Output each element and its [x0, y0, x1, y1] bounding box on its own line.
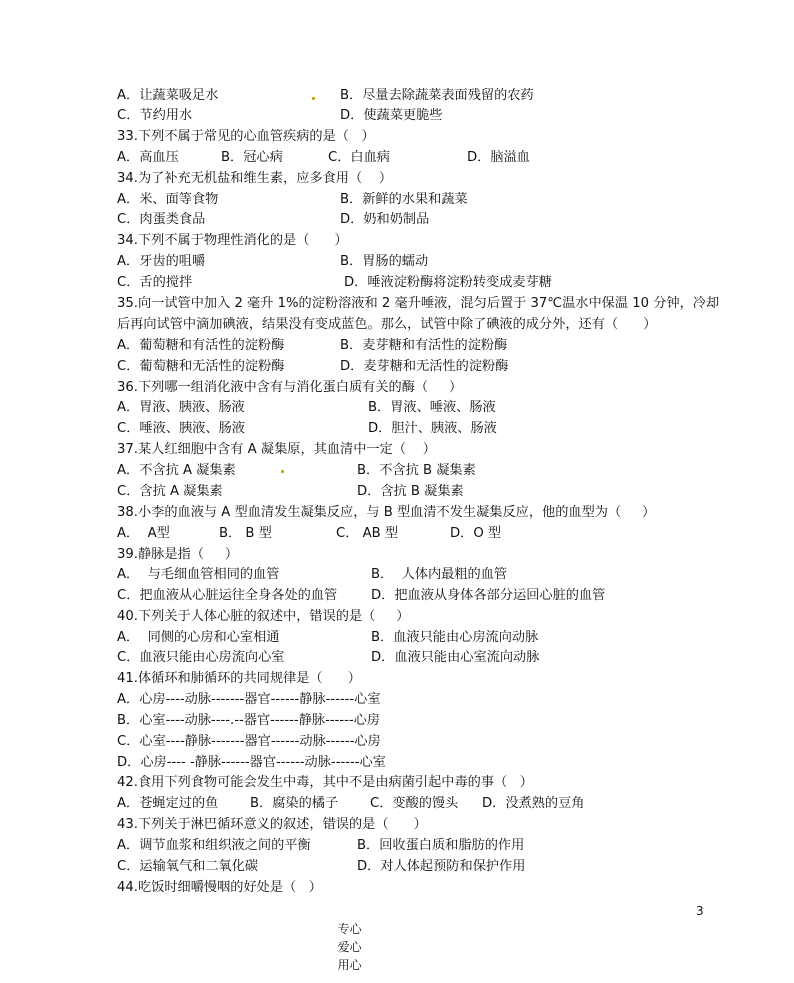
text-cell: C．运输氧气和二氧化碳: [117, 859, 259, 874]
text-cell: B．新鲜的水果和蔬菜: [340, 192, 468, 207]
text-cell: 41.体循环和肺循环的共同规律是（ ）: [117, 671, 361, 686]
footer-word: 用心: [337, 958, 362, 972]
text-cell: A．高血压: [117, 150, 179, 165]
text-cell: 37.某人红细胞中含有 A 凝集原，其血清中一定（ ）: [117, 442, 436, 457]
text-cell: D．把血液从身体各部分运回心脏的血管: [371, 588, 606, 603]
text-cell: C．节约用水: [117, 108, 193, 123]
text-cell: D．胆汁、胰液、肠液: [368, 421, 497, 436]
text-cell: D．使蔬菜更脆些: [340, 108, 443, 123]
text-cell: B．胃肠的蠕动: [340, 254, 429, 269]
text-cell: A．葡萄糖和有活性的淀粉酶: [117, 338, 285, 353]
text-cell: 34.下列不属于物理性消化的是（ ）: [117, 233, 348, 248]
text-cell: B．胃液、唾液、肠液: [368, 400, 496, 415]
text-cell: 36.下列哪一组消化液中含有与消化蛋白质有关的酶（ ）: [117, 380, 463, 395]
text-cell: D．O 型: [450, 526, 502, 541]
text-cell: C．唾液、胰液、肠液: [117, 421, 245, 436]
text-cell: 44.吃饭时细嚼慢咽的好处是（ ）: [117, 880, 322, 895]
text-cell: B．冠心病: [221, 150, 283, 165]
page-footer: [330, 902, 376, 972]
text-cell: C．葡萄糖和无活性的淀粉酶: [117, 359, 285, 374]
text-cell: B． B 型: [219, 526, 272, 541]
text-cell: D．唾液淀粉酶将淀粉转变成麦芽糖: [344, 275, 552, 290]
text-cell: B．腐染的橘子: [250, 796, 339, 811]
text-cell: D．麦芽糖和无活性的淀粉酶: [340, 359, 509, 374]
text-cell: D．对人体起预防和保护作用: [357, 859, 526, 874]
text-cell: 后再向试管中滴加碘液，结果没有变成蓝色。那么，试管中除了碘液的成分外，还有（ ）: [117, 317, 657, 332]
text-cell: B． 人体内最粗的血管: [371, 567, 508, 582]
text-cell: C．心室----静脉-------器官------动脉------心房: [117, 734, 381, 749]
text-cell: C．变酸的馒头: [370, 796, 459, 811]
text-cell: A．调节血浆和组织液之间的平衡: [117, 838, 311, 853]
text-cell: C．血液只能由心房流向心室: [117, 650, 285, 665]
text-cell: 40.下列关于人体心脏的叙述中，错误的是（ ）: [117, 609, 410, 624]
text-cell: A． 同侧的心房和心室相通: [117, 630, 280, 645]
text-cell: B．尽量去除蔬菜表面残留的农药: [340, 88, 534, 103]
text-cell: A．让蔬菜吸足水: [117, 88, 219, 103]
text-cell: D．心房---- -静脉------器官------动脉------心室: [117, 755, 386, 770]
text-cell: C． AB 型: [336, 526, 399, 541]
text-cell: C．把血液从心脏运往全身各处的血管: [117, 588, 338, 603]
stray-mark: [312, 97, 315, 100]
text-cell: B．不含抗 B 凝集素: [357, 463, 476, 478]
text-cell: C．舌的搅拌: [117, 275, 193, 290]
text-cell: D．血液只能由心室流向动脉: [371, 650, 540, 665]
text-cell: 35.向一试管中加入 2 毫升 1%的淀粉溶液和 2 毫升唾液，混匀后置于 37℃温水中保温 10 分钟，冷却: [117, 296, 720, 311]
text-cell: B．回收蛋白质和脂肪的作用: [357, 838, 525, 853]
footer-word: 爱心: [337, 940, 362, 954]
text-cell: 43.下列关于淋巴循环意义的叙述，错误的是（ ）: [117, 817, 427, 832]
text-cell: A．不含抗 A 凝集素: [117, 463, 236, 478]
text-cell: 38.小李的血液与 A 型血清发生凝集反应，与 B 型血清不发生凝集反应，他的血型为（ ）: [117, 505, 656, 520]
text-cell: A．苍蝇定过的鱼: [117, 796, 219, 811]
text-cell: A．牙齿的咀嚼: [117, 254, 206, 269]
text-cell: 34.为了补充无机盐和维生素，应多食用（ ）: [117, 171, 393, 186]
page-number: 3: [696, 904, 704, 918]
text-cell: D．含抗 B 凝集素: [357, 484, 464, 499]
text-cell: C．肉蛋类食品: [117, 212, 206, 227]
text-cell: A．胃液、胰液、肠液: [117, 400, 245, 415]
text-cell: A．米、面等食物: [117, 192, 219, 207]
text-cell: D．脑溢血: [467, 150, 530, 165]
text-cell: 42.食用下列食物可能会发生中毒，其中不是由病菌引起中毒的事（ ）: [117, 775, 533, 790]
text-cell: C．白血病: [328, 150, 390, 165]
text-cell: B．心室----动脉----.--器官------静脉------心房: [117, 713, 380, 728]
text-cell: B．血液只能由心房流向动脉: [371, 630, 539, 645]
text-cell: C．含抗 A 凝集素: [117, 484, 223, 499]
text-cell: D．奶和奶制品: [340, 212, 430, 227]
stray-mark: [281, 470, 284, 473]
text-cell: 39.静脉是指（ ）: [117, 547, 239, 562]
text-cell: B．麦芽糖和有活性的淀粉酶: [340, 338, 508, 353]
text-cell: A． 与毛细血管相同的血管: [117, 567, 280, 582]
text-cell: A． A型: [117, 526, 170, 541]
text-cell: 33.下列不属于常见的心血管疾病的是（ ）: [117, 129, 375, 144]
text-cell: A．心房----动脉-------器官------静脉------心室: [117, 692, 381, 707]
text-cell: D．没煮熟的豆角: [482, 796, 585, 811]
footer-word: 专心: [337, 922, 362, 936]
